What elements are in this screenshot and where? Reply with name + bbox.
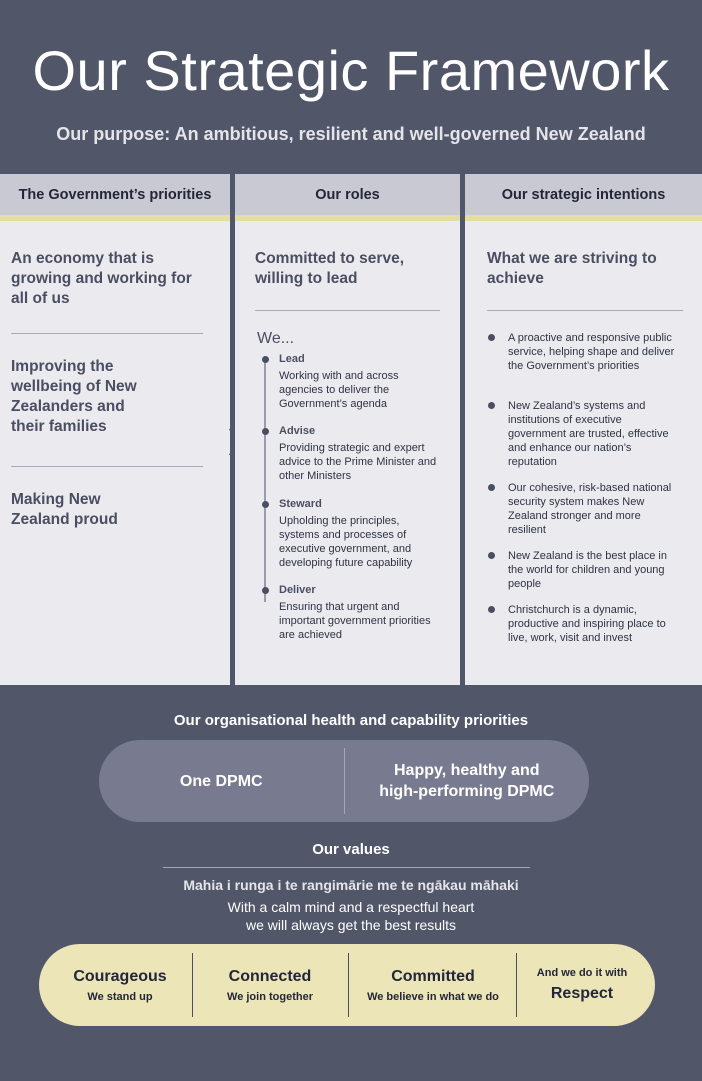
health-item-line: Happy, healthy and — [393, 762, 540, 779]
bullet-icon — [262, 587, 269, 594]
intentions-heading: Our strategic intentions — [465, 174, 702, 221]
value-courageous — [59, 944, 181, 1026]
values-title: Our values — [312, 841, 390, 858]
intention-item — [488, 481, 678, 537]
role-description: Providing strategic and expert advice to the Prime Minister and other Ministers — [279, 442, 437, 482]
role-item-advise — [262, 424, 442, 483]
role-description: Ensuring that urgent and important government priorities are achieved — [279, 601, 431, 641]
intention-item — [488, 331, 678, 373]
roles-we-label: We... — [257, 330, 295, 347]
value-connected — [202, 944, 338, 1026]
intentions-subheading: What we are striving to achieve — [487, 250, 657, 287]
divider-line — [11, 466, 203, 467]
priority-item: Making New Zealand proud — [11, 491, 118, 528]
value-name: Connected — [228, 967, 312, 985]
bullet-icon — [262, 501, 269, 508]
value-name: Committed — [391, 967, 475, 985]
bullet-icon — [488, 484, 495, 491]
role-name: Advise — [279, 425, 316, 437]
bullet-icon — [488, 334, 495, 341]
value-description: We believe in what we do — [367, 990, 499, 1003]
role-description: Upholding the principles, systems and processes of executive government, and developing future capability — [279, 515, 413, 569]
page-title: Our Strategic Framework — [32, 39, 670, 102]
divider-line — [255, 310, 440, 311]
role-description: Working with and across agencies to deliver the Government’s agenda — [279, 370, 399, 410]
bullet-icon — [262, 356, 269, 363]
role-item-steward — [262, 497, 442, 570]
value-respect — [521, 944, 643, 1026]
intention-item — [488, 399, 678, 469]
health-title: Our organisational health and capability priorities — [173, 712, 529, 729]
intention-text: Our cohesive, risk-based national security system makes New Zealand stronger and more resilient — [508, 482, 672, 536]
health-item-happy-healthy — [345, 740, 590, 822]
role-name: Steward — [279, 498, 322, 510]
value-divider — [192, 953, 193, 1017]
translation-line: we will always get the best results — [245, 917, 457, 933]
translation-line: With a calm mind and a respectful heart — [227, 899, 475, 915]
health-item-line: high-performing DPMC — [379, 783, 555, 800]
health-item-one-dpmc: One DPMC — [179, 772, 263, 790]
priority-item: Improving the wellbeing of New Zealanders and their families — [11, 358, 137, 435]
value-description: We join together — [227, 990, 313, 1003]
priorities-heading: The Government’s priorities — [0, 174, 230, 221]
value-name: Respect — [550, 985, 614, 1002]
roles-subheading: Committed to serve, willing to lead — [255, 250, 405, 287]
values-english-translation — [0, 898, 702, 934]
divider-line — [487, 310, 683, 311]
intention-item — [488, 549, 678, 591]
divider-line — [11, 333, 203, 334]
value-description: We stand up — [87, 990, 153, 1003]
values-maori-whakatauki: Mahia i runga i te rangimārie me te ngākau māhaki — [183, 877, 519, 893]
value-divider — [516, 953, 517, 1017]
roles-heading: Our roles — [235, 174, 460, 221]
purpose-statement: Our purpose: An ambitious, resilient and well-governed New Zealand — [56, 124, 646, 144]
value-committed — [353, 944, 513, 1026]
role-item-lead — [262, 352, 442, 411]
intention-text: Christchurch is a dynamic, productive and inspiring place to live, work, visit and invest — [508, 604, 666, 644]
bullet-icon — [488, 606, 495, 613]
priority-item: An economy that is growing and working for all of us — [11, 250, 192, 307]
value-divider — [348, 953, 349, 1017]
bullet-icon — [488, 552, 495, 559]
role-name: Deliver — [279, 584, 316, 596]
intention-text: New Zealand’s systems and institutions of executive government are trusted, effective and enhance our nation’s reputation — [508, 400, 669, 468]
value-name: Courageous — [73, 967, 167, 985]
intention-text: A proactive and responsive public service, helping shape and deliver the Government’s priorities — [508, 332, 675, 372]
respect-intro: And we do it with — [536, 967, 628, 979]
divider-line — [163, 867, 530, 868]
role-item-deliver — [262, 583, 442, 642]
role-name: Lead — [279, 353, 305, 365]
bullet-icon — [488, 402, 495, 409]
bullet-icon — [262, 428, 269, 435]
values-pill — [39, 944, 655, 1026]
intention-text: New Zealand is the best place in the world for children and young people — [508, 550, 667, 590]
health-priorities-pill — [99, 740, 589, 822]
intention-item — [488, 603, 678, 645]
